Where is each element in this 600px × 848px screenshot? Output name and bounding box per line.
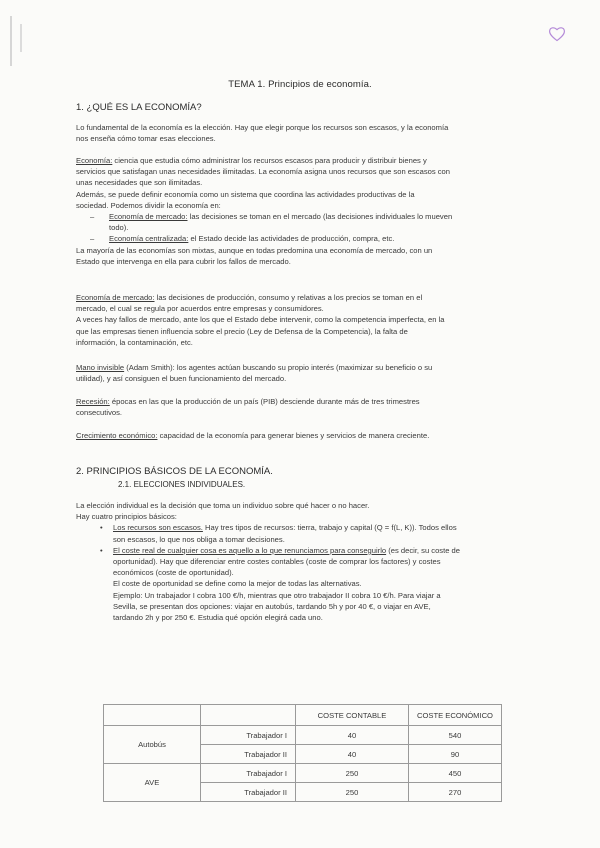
economy-definition — [76, 155, 522, 267]
table-cell: 250 — [296, 764, 409, 783]
table-cell: 450 — [409, 764, 502, 783]
scan-edge-mark — [10, 16, 12, 66]
term: Economía centralizada: — [109, 234, 189, 244]
term: Economía de mercado: — [76, 293, 155, 302]
table-cell: AVE — [104, 764, 201, 802]
text: Hay tres tipos de recursos: tierra, trabajo y capital (Q = f(L, K)). Todos ellos — [202, 523, 457, 533]
text-line: Ejemplo: Un trabajador I cobra 100 €/h, mientras que otro trabajador II cobra 10 €/h. Para viajar a — [113, 590, 441, 600]
text: el Estado decide las actividades de producción, compra, etc. — [188, 234, 395, 244]
section-heading: 1. ¿QUÉ ES LA ECONOMÍA? — [76, 102, 202, 113]
list-item: – Economía centralizada: el Estado decide las actividades de producción, compra, etc. — [90, 234, 395, 244]
recession-paragraph — [76, 396, 522, 418]
table-header: COSTE ECONÓMICO — [409, 705, 502, 726]
text-line: Lo fundamental de la economía es la elección. Hay que elegir porque los recursos son escasos, y la economía — [76, 123, 449, 132]
text: las decisiones se toman en el mercado (las decisiones individuales lo mueven — [187, 212, 453, 222]
list-item: • El coste real de cualquier cosa es aquello a lo que renunciamos para conseguirlo (es decir, su coste de — [100, 545, 460, 555]
heart-icon — [548, 26, 566, 42]
table-header — [104, 705, 201, 726]
term: Crecimiento económico: — [76, 431, 158, 440]
term: Recesión: — [76, 397, 110, 406]
text-line: mercado, el cual se regula por acuerdos entre empresas y consumidores. — [76, 304, 324, 314]
principles-paragraph — [76, 500, 522, 623]
text-line: A veces hay fallos de mercado, ante los que el Estado debe intervenir, como la competencia imperfecta, en la — [76, 315, 445, 325]
growth-paragraph — [76, 430, 522, 441]
text-line: La mayoría de las economías son mixtas, aunque en todas predomina una economía de mercado, con un — [76, 245, 433, 255]
text: todo). — [109, 223, 129, 233]
text-line: La elección individual es la decisión que toma un individuo sobre qué hacer o no hacer. — [76, 501, 370, 510]
text-line: Sevilla, se presentan dos opciones: viajar en autobús, tardando 5h y por 40 €, o viajar en AVE, — [113, 601, 431, 611]
table-cell: Trabajador I — [201, 764, 296, 783]
list-item: – Economía de mercado: las decisiones se toman en el mercado (las decisiones individuales lo mueven — [90, 212, 453, 222]
text: (Adam Smith): los agentes actúan buscando su propio interés (maximizar su beneficio o su — [124, 363, 433, 372]
text-line: El coste de oportunidad se define como la mejor de todas las alternativas. — [113, 579, 362, 589]
text-line — [76, 362, 522, 373]
intro-paragraph — [76, 122, 522, 144]
text-line: unas necesidades que son ilimitadas. — [76, 178, 203, 188]
text-line: sociedad. Podemos dividir la economía en: — [76, 200, 221, 210]
text-line: oportunidad). Hay que diferenciar entre costes contables (coste de comprar los factores) y costes — [113, 557, 441, 567]
text-line: tardando 2h y por 250 €. Estudia qué opción elegirá cada uno. — [113, 613, 323, 623]
page-title: TEMA 1. Principios de economía. — [228, 79, 372, 90]
text: capacidad de la economía para generar bienes y servicios de manera creciente. — [157, 431, 430, 440]
section-heading: 2. PRINCIPIOS BÁSICOS DE LA ECONOMÍA. — [76, 466, 273, 477]
text: (es decir, su coste de — [386, 545, 460, 555]
text-line — [76, 222, 522, 233]
table-header-row — [104, 705, 502, 726]
text-line — [76, 396, 522, 407]
text-line: nos enseña cómo tomar esas elecciones. — [76, 134, 216, 144]
scan-edge-mark — [20, 24, 22, 52]
term: El coste real de cualquier cosa es aquello a lo que renunciamos para conseguirlo — [113, 545, 387, 555]
text-line: son escasos, lo que nos obliga a tomar decisiones. — [113, 534, 285, 544]
table-cell: 250 — [296, 783, 409, 802]
term: Mano invisible — [76, 363, 125, 372]
table-cell: 90 — [409, 745, 502, 764]
cost-table — [103, 704, 502, 802]
text-line: servicios que satisfagan unas necesidades ilimitadas. La economía asigna unos recursos que son escasos con — [76, 167, 450, 177]
term: Economía de mercado: — [109, 212, 188, 222]
list-item: • Los recursos son escasos. Hay tres tipos de recursos: tierra, trabajo y capital (Q = f(L, K)). Todos ellos — [100, 523, 457, 533]
text: épocas en las que la producción de un país (PIB) desciende durante más de tres trimestres — [109, 397, 420, 406]
text-line — [76, 430, 522, 441]
text-line — [76, 292, 522, 303]
table-cell: 40 — [296, 726, 409, 745]
text-line: Estado que intervenga en ella para cubrir los fallos de mercado. — [76, 256, 291, 266]
table-cell: 40 — [296, 745, 409, 764]
text-line: Además, se puede definir economía como un sistema que coordina las actividades productivas de la — [76, 189, 415, 199]
table-cell: Autobús — [104, 726, 201, 764]
text-line: Hay cuatro principios básicos: — [76, 512, 177, 522]
text-line — [76, 155, 522, 166]
term: Los recursos son escasos. — [113, 523, 203, 533]
table-row — [104, 726, 502, 745]
text-line: económicos (coste de oportunidad). — [113, 568, 234, 578]
table-cell: 270 — [409, 783, 502, 802]
invisible-hand-paragraph — [76, 362, 522, 384]
table-cell: Trabajador II — [201, 745, 296, 764]
table-cell: Trabajador II — [201, 783, 296, 802]
market-economy-paragraph — [76, 292, 522, 348]
text-line: utilidad), y así consiguen el buen funcionamiento del mercado. — [76, 374, 287, 384]
term: Economía: — [76, 156, 113, 165]
text-line: información, la contaminación, etc. — [76, 337, 193, 347]
table-cell: Trabajador I — [201, 726, 296, 745]
text-line: consecutivos. — [76, 408, 123, 418]
subsection-heading: 2.1. ELECCIONES INDIVIDUALES. — [118, 480, 246, 489]
table-row — [104, 764, 502, 783]
text: ciencia que estudia cómo administrar los recursos escasos para producir y distribuir bienes y — [112, 156, 427, 165]
table-header — [201, 705, 296, 726]
text: las decisiones de producción, consumo y relativas a los precios se toman en el — [154, 293, 423, 302]
table-cell: 540 — [409, 726, 502, 745]
table-header: COSTE CONTABLE — [296, 705, 409, 726]
text-line: que las empresas tienen influencia sobre el precio (Ley de Defensa de la Competencia), la falta de — [76, 326, 408, 336]
